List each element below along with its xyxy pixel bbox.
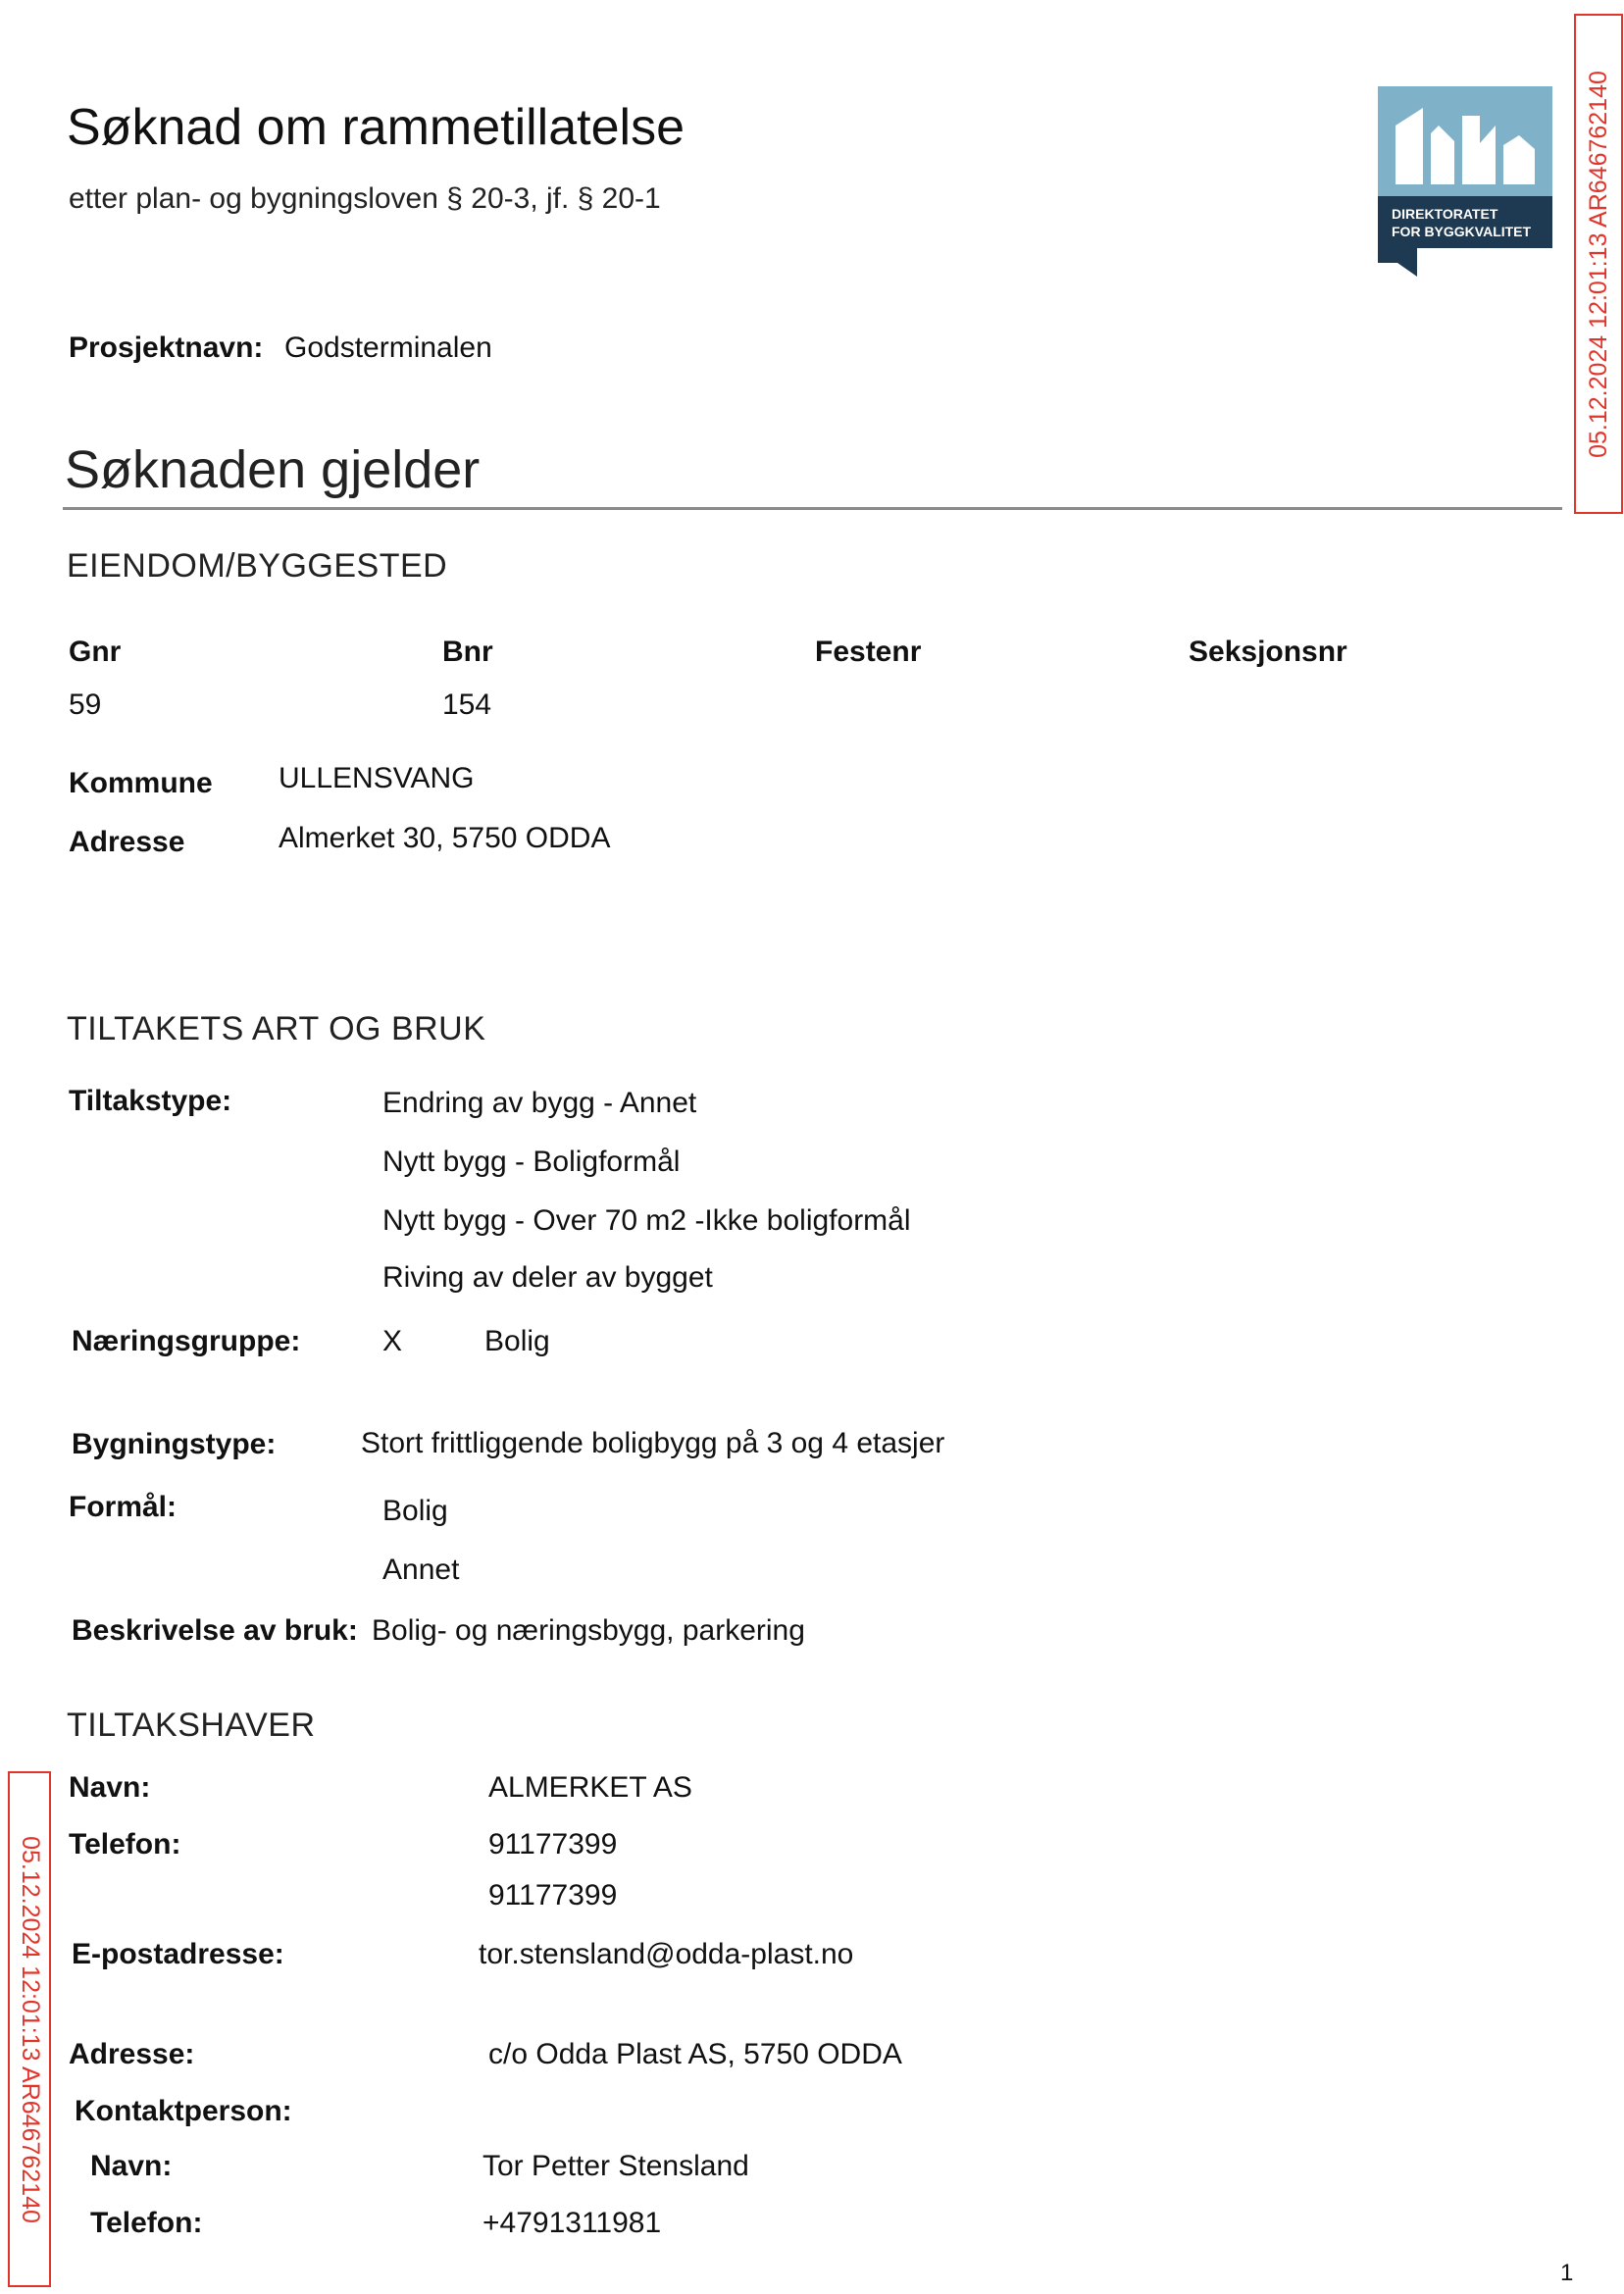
applicant-phone-label: Telefon: <box>69 1828 181 1861</box>
applicant-email-label: E-postadresse: <box>72 1938 284 1970</box>
purpose-1: Bolig <box>382 1495 448 1527</box>
measure-type-1: Endring av bygg - Annet <box>382 1087 697 1119</box>
contact-phone-label: Telefon: <box>90 2207 203 2239</box>
measure-type-label: Tiltakstype: <box>69 1085 232 1117</box>
property-address-value: Almerket 30, 5750 ODDA <box>279 822 611 854</box>
bnr-value: 154 <box>442 688 492 721</box>
purpose-label: Formål: <box>69 1491 178 1523</box>
document-title: Søknad om rammetillatelse <box>67 99 685 156</box>
industry-value: Bolig <box>484 1325 550 1357</box>
applicant-heading: TILTAKSHAVER <box>67 1707 316 1744</box>
contact-name-label: Navn: <box>90 2150 173 2182</box>
section-divider <box>63 507 1562 510</box>
logo-line-2: FOR BYGGKVALITET <box>1392 224 1532 239</box>
applicant-name-value: ALMERKET AS <box>488 1771 692 1804</box>
applicant-address-value: c/o Odda Plast AS, 5750 ODDA <box>488 2038 902 2070</box>
property-heading: EIENDOM/BYGGESTED <box>67 547 448 585</box>
usage-value: Bolig- og næringsbygg, parkering <box>372 1614 805 1647</box>
dibk-logo-icon <box>1378 86 1552 277</box>
timestamp-stamp-bottom <box>8 1771 51 2287</box>
gnr-value: 59 <box>69 688 102 721</box>
timestamp-stamp-top <box>1574 14 1623 514</box>
measure-type-2: Nytt bygg - Boligformål <box>382 1146 681 1178</box>
municipality-value: ULLENSVANG <box>279 762 475 794</box>
document-subtitle: etter plan- og bygningsloven § 20-3, jf. § 20-1 <box>69 182 661 215</box>
building-type-label: Bygningstype: <box>72 1428 277 1460</box>
applicant-phone-2: 91177399 <box>488 1879 618 1912</box>
project-label: Prosjektnavn: <box>69 331 264 364</box>
applicant-address-label: Adresse: <box>69 2038 195 2070</box>
stamp-text-top: 05.12.2024 12:01:13 AR646762140 <box>1584 70 1612 458</box>
building-type-value: Stort frittliggende boligbygg på 3 og 4 etasjer <box>361 1427 945 1459</box>
logo-line-1: DIREKTORATET <box>1392 206 1498 222</box>
usage-label: Beskrivelse av bruk: <box>72 1614 358 1647</box>
measure-heading: TILTAKETS ART OG BRUK <box>67 1010 486 1047</box>
contact-person-label: Kontaktperson: <box>75 2095 292 2127</box>
contact-phone-value: +4791311981 <box>482 2207 662 2239</box>
municipality-label: Kommune <box>69 767 213 799</box>
project-value: Godsterminalen <box>284 331 492 364</box>
gnr-header: Gnr <box>69 636 122 668</box>
measure-type-4: Riving av deler av bygget <box>382 1261 713 1294</box>
applicant-phone-1: 91177399 <box>488 1828 618 1861</box>
applicant-email-value: tor.stensland@odda-plast.no <box>479 1938 854 1970</box>
festenr-header: Festenr <box>815 636 922 668</box>
page-number: 1 <box>1560 2260 1574 2286</box>
contact-name-value: Tor Petter Stensland <box>482 2150 749 2182</box>
industry-label: Næringsgruppe: <box>72 1325 301 1357</box>
industry-code: X <box>382 1325 403 1357</box>
seksjonsnr-header: Seksjonsnr <box>1189 636 1347 668</box>
property-address-label: Adresse <box>69 826 185 858</box>
bnr-header: Bnr <box>442 636 493 668</box>
applicant-name-label: Navn: <box>69 1771 151 1804</box>
purpose-2: Annet <box>382 1554 460 1586</box>
measure-type-3: Nytt bygg - Over 70 m2 -Ikke boligformål <box>382 1204 911 1237</box>
applies-heading: Søknaden gjelder <box>65 440 481 499</box>
stamp-text-bottom: 05.12.2024 12:01:13 AR646762140 <box>16 1835 44 2223</box>
